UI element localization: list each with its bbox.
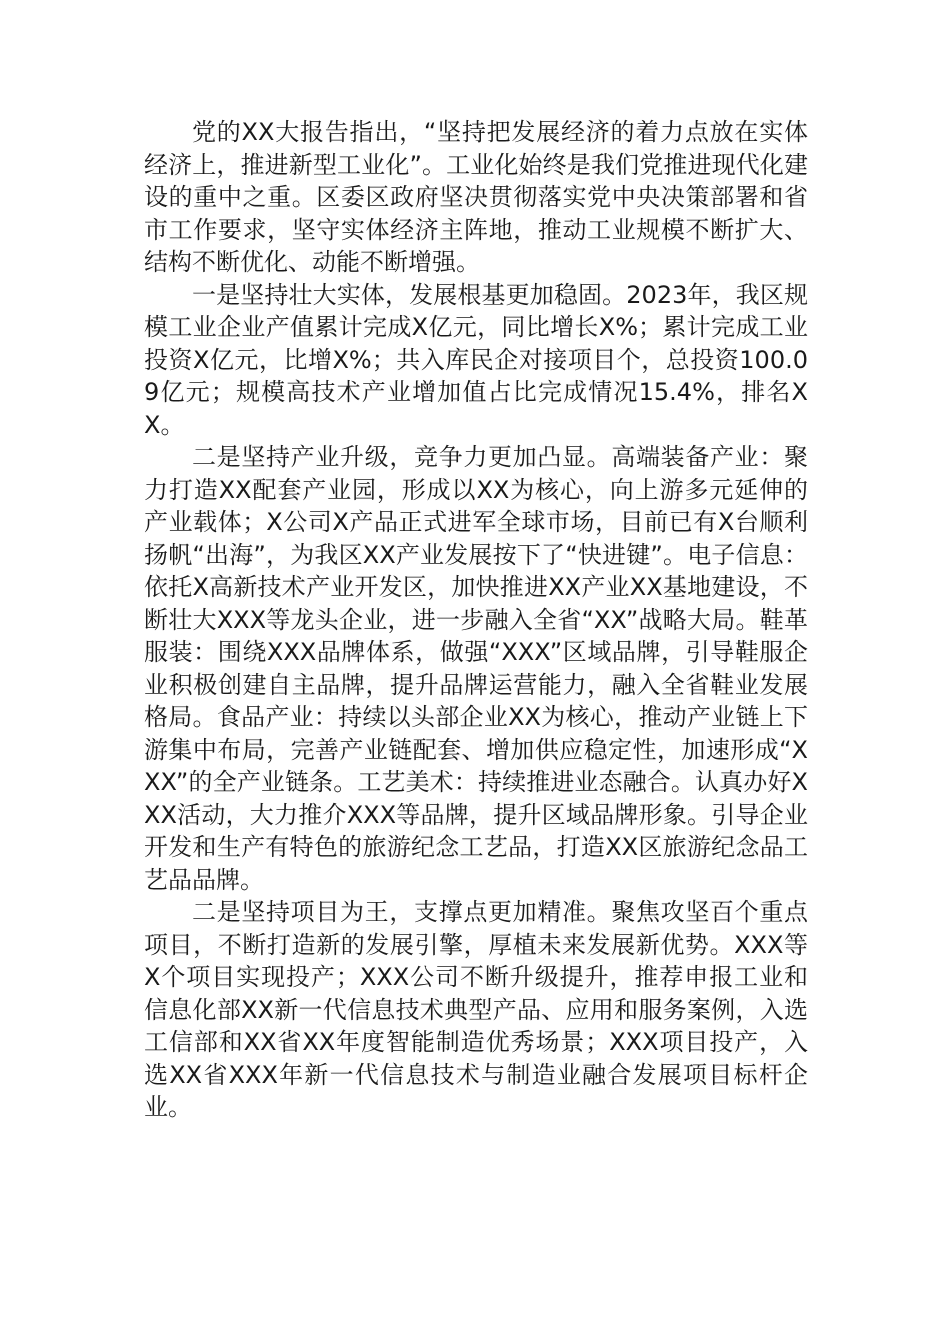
paragraph-projects: 二是坚持项目为王，支撑点更加精准。聚焦攻坚百个重点项目，不断打造新的发展引擎，厚植未来发展新优势。XXX等X个项目实现投产；XXX公司不断升级提升，推荐申报工业和信息化部XX新一代信息技术典型产品、应用和服务案例，入选工信部和XX省XX年度智能制造优秀场景；XXX项目投产，入选XX省XXX年新一代信息技术与制造业融合发展项目标杆企业。: [144, 898, 808, 1121]
paragraph-industry-upgrade: 二是坚持产业升级，竞争力更加凸显。高端装备产业：聚力打造XX配套产业园，形成以XX为核心，向上游多元延伸的产业载体；X公司X产品正式进军全球市场，目前已有X台顺利扬帆“出海”，为我区XX产业发展按下了“快进键”。电子信息：依托X高新技术产业开发区，加快推进XX产业XX基地建设，不断壮大XXX等龙头企业，进一步融入全省“XX”战略大局。鞋革服装：围绕XXX品牌体系，做强“XXX”区域品牌，引导鞋服企业积极创建自主品牌，提升品牌运营能力，融入全省鞋业发展格局。食品产业：持续以头部企业XX为核心，推动产业链上下游集中布局，完善产业链配套、增加供应稳定性，加速形成“XXX”的全产业链条。工艺美术：持续推进业态融合。认真办好XXX活动，大力推介XXX等品牌，提升区域品牌形象。引导企业开发和生产有特色的旅游纪念工艺品，打造XX区旅游纪念品工艺品品牌。: [144, 443, 808, 894]
document-body: [144, 116, 808, 1124]
paragraph-intro: 党的XX大报告指出，“坚持把发展经济的着力点放在实体经济上，推进新型工业化”。工业化始终是我们党推进现代化建设的重中之重。区委区政府坚决贯彻落实党中央决策部署和省市工作要求，坚守实体经济主阵地，推动工业规模不断扩大、结构不断优化、动能不断增强。: [144, 118, 808, 276]
paragraph-strengthen-entity: 一是坚持壮大实体，发展根基更加稳固。2023年，我区规模工业企业产值累计完成X亿元，同比增长X%；累计完成工业投资X亿元，比增X%；共入库民企对接项目个，总投资100.09亿元；规模高技术产业增加值占比完成情况15.4%，排名XX。: [144, 280, 808, 439]
